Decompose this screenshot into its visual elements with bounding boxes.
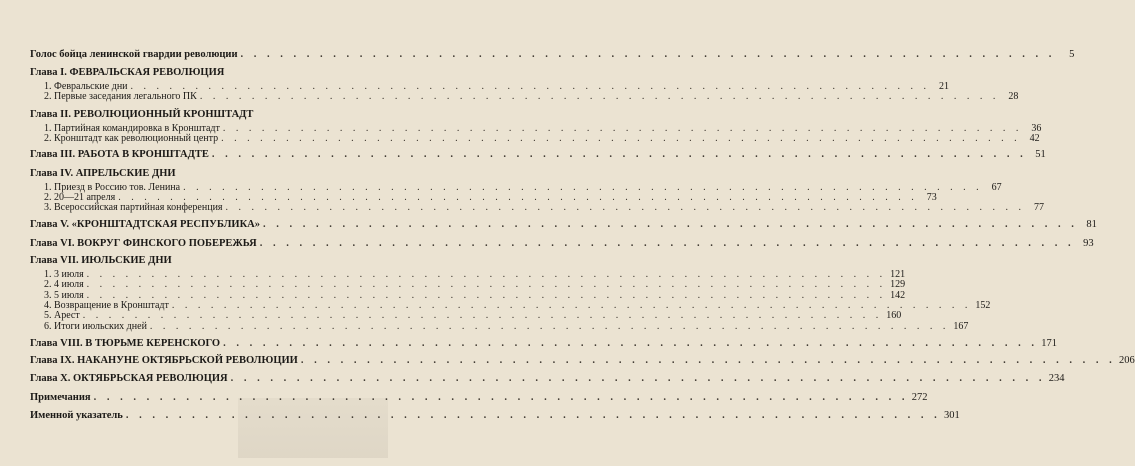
toc-chapter-10: [30, 372, 1065, 385]
toc-chapter-5: [30, 218, 1097, 231]
page-number: 81: [1086, 219, 1097, 230]
dot-leader: [94, 391, 909, 404]
page-number: 21: [939, 81, 950, 92]
page-number: 28: [1008, 91, 1019, 102]
toc-subentry: [30, 90, 1019, 103]
page-number: 142: [890, 290, 906, 301]
page-number: 129: [890, 279, 906, 290]
toc-chapter-1: [30, 66, 374, 79]
dot-leader: [301, 354, 1116, 367]
toc-chapter-3: [30, 148, 1046, 161]
toc-entry-intro: [30, 48, 1075, 61]
entry-title: 2. Первые заседания легального ПК: [44, 91, 197, 102]
chapter-title: Глава VII. ИЮЛЬСКИЕ ДНИ: [30, 255, 172, 266]
entry-title: 3. 5 июля: [44, 290, 84, 301]
page-number: 67: [991, 182, 1002, 193]
chapter-title: Глава VIII. В ТЮРЬМЕ КЕРЕНСКОГО: [30, 338, 221, 349]
chapter-title: Глава IX. НАКАНУНЕ ОКТЯБРЬСКОЙ РЕВОЛЮЦИИ: [30, 355, 298, 366]
dot-leader: [226, 201, 1026, 214]
page-number: 77: [1034, 202, 1045, 213]
bleed-through-shadow: [238, 398, 388, 458]
chapter-title: Глава II. РЕВОЛЮЦИОННЫЙ КРОНШТАДТ: [30, 109, 254, 120]
toc-chapter-9: [30, 354, 1135, 367]
entry-title: 2. 20—21 апреля: [44, 192, 116, 203]
entry-title: 4. Возвращение в Кронштадт: [44, 300, 169, 311]
toc-chapter-2: [30, 108, 374, 121]
dot-leader: [200, 90, 1000, 103]
page-number: 234: [1048, 373, 1065, 384]
dot-leader: [150, 320, 950, 333]
dot-leader: [223, 337, 1038, 350]
chapter-title: Глава III. РАБОТА В КРОНШТАДТЕ: [30, 149, 209, 160]
page-number: 5: [1069, 49, 1075, 60]
toc-chapter-7: [30, 254, 374, 267]
entry-title: 6. Итоги июльских дней: [44, 321, 147, 332]
entry-title: 2. Кронштадт как революционный центр: [44, 133, 219, 144]
page-number: 206: [1118, 355, 1135, 366]
toc-chapter-8: [30, 337, 1057, 350]
toc-subentry: [30, 320, 969, 333]
entry-title: Примечания: [30, 392, 91, 403]
page-number: 36: [1031, 123, 1042, 134]
entry-title: 1. 3 июля: [44, 269, 84, 280]
toc-subentry: [30, 201, 1045, 214]
dot-leader: [263, 218, 1078, 231]
entry-title: 5. Арест: [44, 310, 80, 321]
page-number: 121: [890, 269, 906, 280]
page-number: 167: [953, 321, 969, 332]
entry-title: 1. Приезд в Россию тов. Ленина: [44, 182, 181, 193]
toc-subentry: [30, 132, 1040, 145]
page-number: 42: [1029, 133, 1040, 144]
chapter-title: Глава IV. АПРЕЛЬСКИЕ ДНИ: [30, 168, 176, 179]
dot-leader: [260, 237, 1075, 250]
entry-title: 3. Всероссийская партийная конференция: [44, 202, 223, 213]
chapter-title: Глава I. ФЕВРАЛЬСКАЯ РЕВОЛЮЦИЯ: [30, 67, 225, 78]
page-number: 73: [926, 192, 937, 203]
page-number: 301: [943, 410, 960, 421]
entry-title: 1. Февральские дни: [44, 81, 128, 92]
page-number: 272: [911, 392, 928, 403]
dot-leader: [241, 48, 1056, 61]
dot-leader: [231, 372, 1046, 385]
page-number: 51: [1035, 149, 1046, 160]
dot-leader: [212, 148, 1027, 161]
entry-title: 2. 4 июля: [44, 279, 84, 290]
toc-chapter-4: [30, 167, 374, 180]
entry-title: Именной указатель: [30, 410, 123, 421]
entry-title: Голос бойца ленинской гвардии революции: [30, 49, 238, 60]
toc-chapter-6: [30, 237, 1094, 250]
entry-title: 1. Партийная командировка в Кронштадт: [44, 123, 220, 134]
chapter-title: Глава VI. ВОКРУГ ФИНСКОГО ПОБЕРЕЖЬЯ: [30, 238, 257, 249]
page-number: 160: [886, 310, 902, 321]
page-number: 93: [1083, 238, 1094, 249]
dot-leader: [221, 132, 1021, 145]
chapter-title: Глава V. «КРОНШТАДТСКАЯ РЕСПУБЛИКА»: [30, 219, 261, 230]
page-number: 152: [975, 300, 991, 311]
chapter-title: Глава X. ОКТЯБРЬСКАЯ РЕВОЛЮЦИЯ: [30, 373, 228, 384]
page-number: 171: [1041, 338, 1057, 349]
